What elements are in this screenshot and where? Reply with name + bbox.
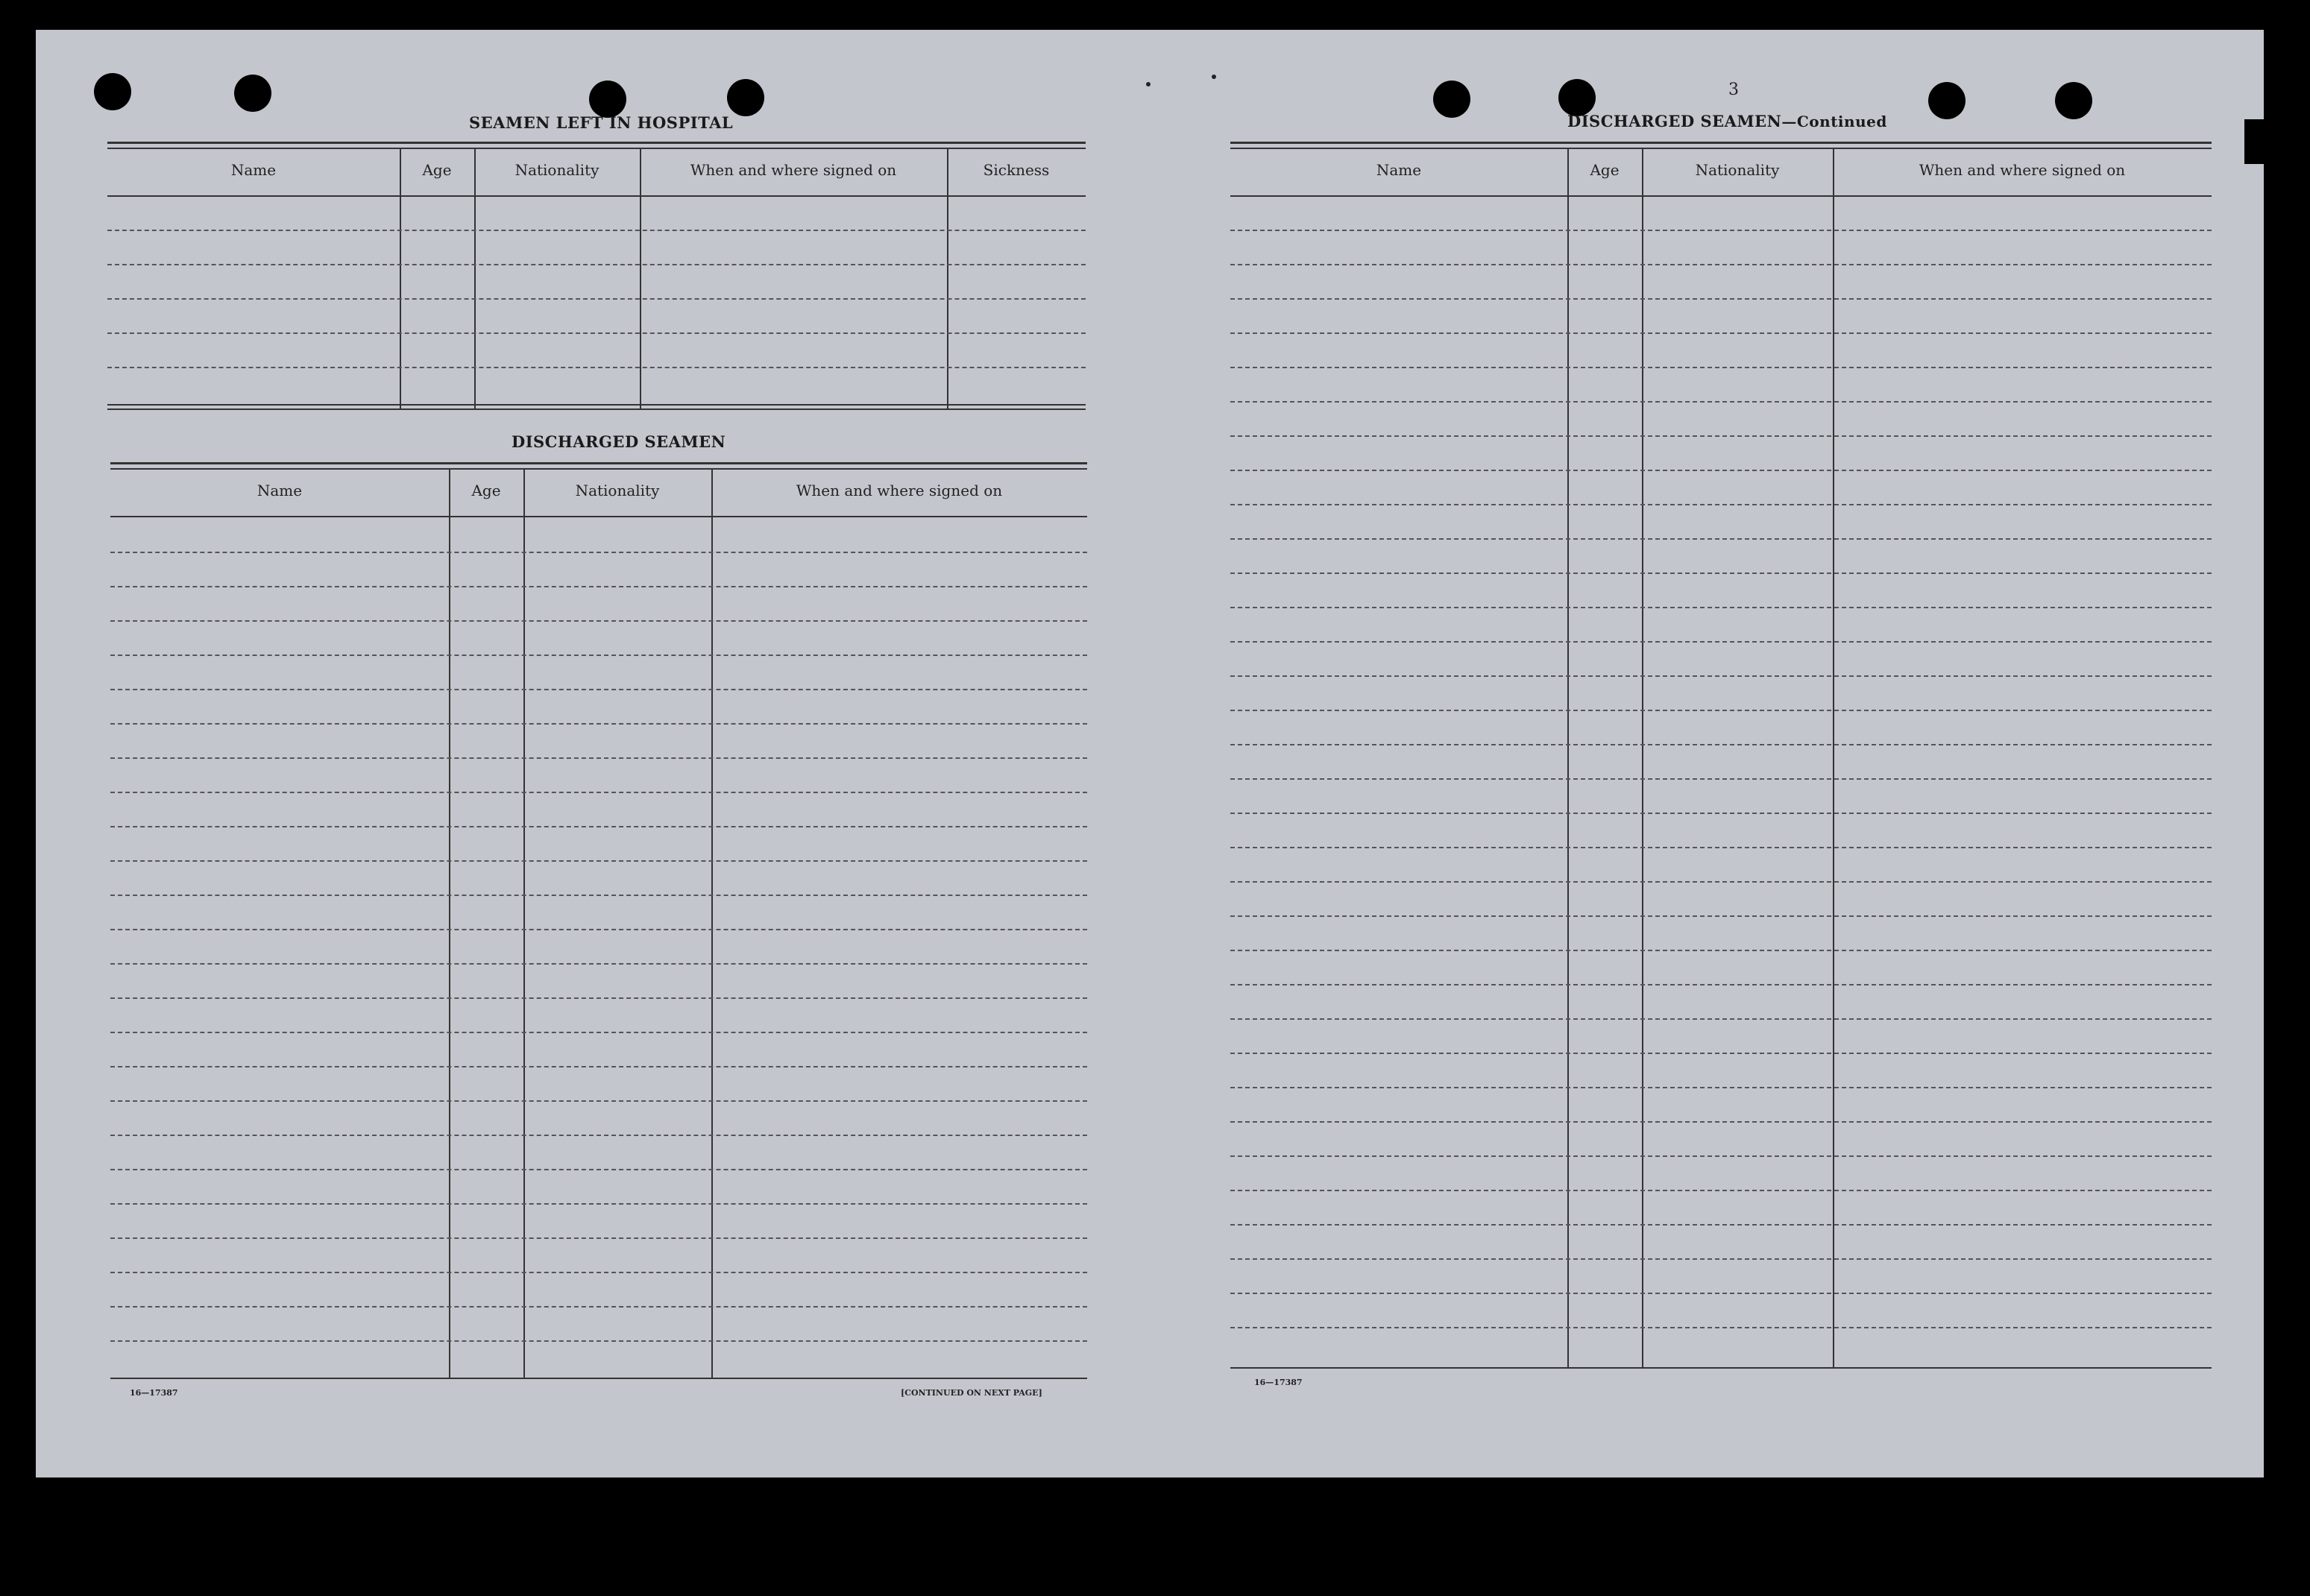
blank-row-rule (1230, 607, 2212, 608)
blank-row-rule (1230, 1121, 2212, 1123)
hospital-col-nationality: Nationality (514, 161, 599, 179)
hospital-col-sickness: Sickness (983, 161, 1050, 179)
blank-row-rule (110, 689, 1087, 690)
blank-row-rule (110, 552, 1087, 553)
blank-row-rule (1230, 538, 2212, 540)
punch-hole (2055, 82, 2092, 119)
blank-row-rule (1230, 332, 2212, 334)
blank-row-rule (1230, 847, 2212, 848)
blank-row-rule (1230, 778, 2212, 780)
torn-edge (2244, 119, 2267, 164)
blank-row-rule (110, 929, 1087, 930)
blank-row-rule (1230, 950, 2212, 951)
form-number-right: 16—17387 (1254, 1378, 1303, 1387)
punch-hole (94, 73, 131, 110)
blank-row-rule (110, 1100, 1087, 1102)
blank-row-rule (1230, 264, 2212, 265)
blank-row-rule (110, 1272, 1087, 1273)
blank-row-rule (1230, 1053, 2212, 1054)
blank-row-rule (110, 1032, 1087, 1033)
blank-row-rule (110, 792, 1087, 793)
blank-row-rule (110, 963, 1087, 965)
discharged-table-right (1230, 142, 2212, 1372)
page-number: 3 (1728, 81, 1739, 99)
hospital-section-title: SEAMEN LEFT IN HOSPITAL (469, 113, 734, 132)
blank-row-rule (110, 757, 1087, 759)
blank-row-rule (110, 1066, 1087, 1067)
blank-row-rule (110, 895, 1087, 896)
blank-row-rule (1230, 984, 2212, 985)
punch-hole (1928, 82, 1966, 119)
blank-row-rule (1230, 401, 2212, 403)
blank-row-rule (1230, 915, 2212, 917)
blank-row-rule (1230, 435, 2212, 437)
blank-row-rule (1230, 813, 2212, 814)
blank-row-rule (1230, 1018, 2212, 1020)
ink-spot (1212, 75, 1216, 79)
blank-row-rule (1230, 675, 2212, 677)
blank-row-rule (1230, 1327, 2212, 1328)
blank-row-rule (1230, 744, 2212, 745)
blank-row-rule (110, 997, 1087, 999)
hospital-col-age: Age (422, 161, 452, 179)
form-number-left: 16—17387 (130, 1388, 178, 1398)
punch-hole (1558, 79, 1596, 116)
blank-row-rule (1230, 881, 2212, 883)
blank-row-rule (1230, 641, 2212, 643)
punch-hole (1433, 81, 1470, 118)
blank-row-rule (1230, 1155, 2212, 1157)
continued-suffix: —Continued (1781, 113, 1887, 130)
continued-col-name: Name (1376, 161, 1422, 179)
discharged-table-left (110, 462, 1087, 1381)
punch-hole (234, 75, 271, 112)
blank-row-rule (110, 1135, 1087, 1136)
blank-row-rule (1230, 1190, 2212, 1191)
discharged-col-nationality: Nationality (575, 482, 660, 499)
blank-row-rule (1230, 298, 2212, 300)
discharged-section-title: DISCHARGED SEAMEN (512, 432, 726, 451)
blank-row-rule (1230, 367, 2212, 368)
continued-col-age: Age (1590, 161, 1620, 179)
blank-row-rule (110, 1203, 1087, 1205)
discharged-continued-title-main: DISCHARGED SEAMEN (1567, 112, 1782, 130)
discharged-col-age: Age (471, 482, 501, 499)
blank-row-rule (1230, 230, 2212, 231)
blank-row-rule (110, 826, 1087, 827)
blank-row-rule (110, 1237, 1087, 1239)
continued-col-signed-on: When and where signed on (1919, 161, 2126, 179)
hospital-table (107, 142, 1086, 411)
continued-col-nationality: Nationality (1695, 161, 1780, 179)
blank-row-rule (1230, 504, 2212, 505)
blank-row-rule (110, 586, 1087, 587)
blank-row-rule (1230, 1224, 2212, 1226)
blank-row-rule (1230, 710, 2212, 711)
discharged-col-signed-on: When and where signed on (796, 482, 1003, 499)
blank-row-rule (1230, 1087, 2212, 1088)
blank-row-rule (1230, 470, 2212, 471)
hospital-col-signed-on: When and where signed on (690, 161, 897, 179)
blank-row-rule (1230, 1258, 2212, 1260)
blank-row-rule (110, 1340, 1087, 1342)
blank-row-rule (110, 1306, 1087, 1308)
punch-hole (589, 81, 626, 118)
blank-row-rule (110, 860, 1087, 862)
punch-hole (727, 79, 764, 116)
blank-row-rule (1230, 573, 2212, 574)
hospital-col-name: Name (230, 161, 277, 179)
discharged-col-name: Name (257, 482, 303, 499)
discharged-continued-title (1567, 112, 1887, 130)
blank-row-rule (1230, 1293, 2212, 1294)
blank-row-rule (110, 723, 1087, 725)
blank-row-rule (110, 655, 1087, 656)
continued-note: [CONTINUED ON NEXT PAGE] (901, 1388, 1042, 1398)
blank-row-rule (110, 620, 1087, 622)
blank-row-rule (110, 1169, 1087, 1170)
ink-spot (1146, 82, 1151, 86)
